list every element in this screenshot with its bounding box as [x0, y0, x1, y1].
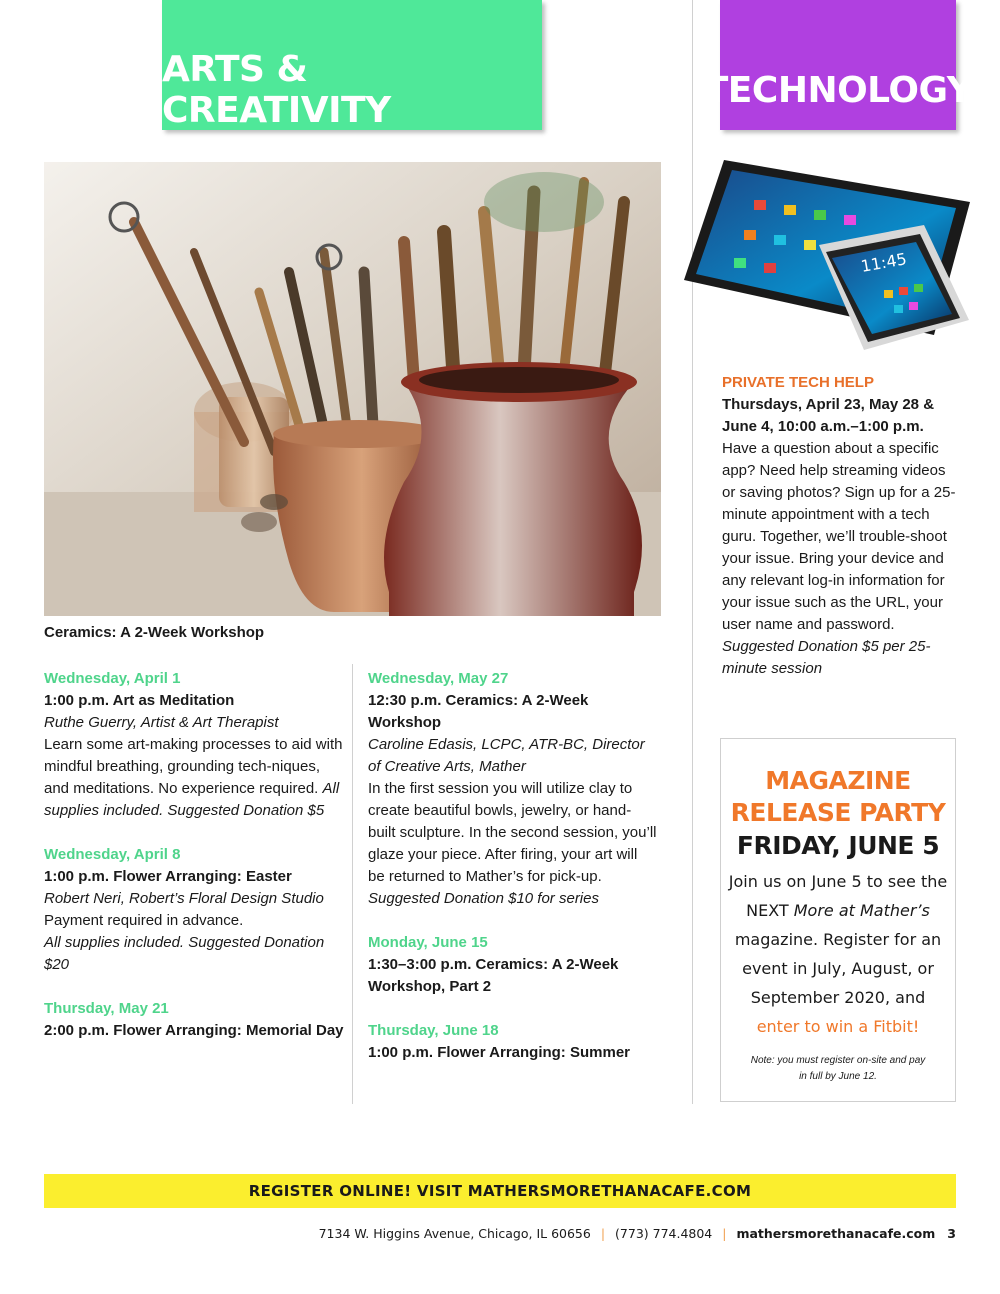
footer-separator: |	[600, 1226, 606, 1241]
event-day: Monday, June 15	[368, 934, 488, 951]
promo-heading-line1: MAGAZINE	[765, 766, 911, 795]
ceramics-tools-photo	[44, 162, 661, 616]
event-note: Suggested Donation $10 for series	[368, 890, 599, 907]
page-footer	[319, 1226, 956, 1241]
event-presenter: Robert Neri, Robert’s Floral Design Studio	[44, 890, 324, 907]
event-description: In the first session you will utilize clay to create beautiful bowls, jewelry, or hand-built sculpture. In the second session, you’ll glaze your piece. After firing, your art will be returned to Mather’s for pick-up. Suggested Donation $10 for series	[368, 780, 657, 907]
promo-date: FRIDAY, JUNE 5	[736, 831, 940, 860]
event-june-15	[368, 932, 658, 998]
event-note: All supplies included. Suggested Donation $5	[44, 780, 340, 819]
event-presenter: Ruthe Guerry, Artist & Art Therapist	[44, 714, 279, 731]
footer-website-link[interactable]: mathersmorethanacafe.com	[736, 1226, 936, 1241]
event-title: 1:00 p.m. Flower Arranging: Easter	[44, 868, 292, 885]
arts-creativity-banner	[162, 0, 542, 130]
event-title: 2:00 p.m. Flower Arranging: Memorial Day	[44, 1022, 344, 1039]
event-may-21	[44, 998, 344, 1042]
tech-help-heading: PRIVATE TECH HELP	[722, 374, 874, 391]
event-may-27	[368, 668, 658, 910]
event-day: Thursday, June 18	[368, 1022, 499, 1039]
event-description: Learn some art-making processes to aid with mindful breathing, grounding tech-niques, and meditations. No experience required. All supplies included. Suggested Donation $5	[44, 736, 343, 819]
register-online-text: REGISTER ONLINE! VISIT MATHERSMORETHANACAFE.COM	[248, 1182, 752, 1200]
tech-banner-title: TECHNOLOGY	[703, 69, 973, 111]
phone-clock-text: 11:45	[859, 249, 909, 276]
pottery-pots-image	[44, 162, 661, 616]
promo-heading-line2: RELEASE PARTY	[730, 798, 946, 827]
devices-icon	[684, 160, 970, 375]
promo-note: Note: you must register on-site and pay in full by June 12.	[750, 1055, 926, 1082]
fitbit-link-text: enter to win a Fitbit!	[756, 1017, 920, 1036]
magazine-release-promo	[720, 738, 956, 1102]
page-number: 3	[947, 1226, 956, 1241]
event-april-1	[44, 668, 344, 822]
column-divider-middle	[352, 664, 353, 1104]
register-online-bar[interactable]	[44, 1174, 956, 1208]
event-title: 1:00 p.m. Art as Meditation	[44, 692, 235, 709]
event-april-8	[44, 844, 344, 976]
photo-caption: Ceramics: A 2-Week Workshop	[44, 624, 265, 641]
event-presenter: Caroline Edasis, LCPC, ATR-BC, Director of Creative Arts, Mather	[368, 736, 645, 775]
footer-address: 7134 W. Higgins Avenue, Chicago, IL 60656	[318, 1226, 591, 1241]
event-day: Wednesday, May 27	[368, 670, 509, 687]
event-title: 1:00 p.m. Flower Arranging: Summer	[368, 1044, 630, 1061]
tech-help-description: Have a question about a specific app? Need help streaming videos or saving photos? Sign up for a 25-minute appointment with a tech guru. Together, we’ll trouble-shoot your issue. Bring your device and any relevant log-in information for your issue such as the URL, your user name and password.	[722, 440, 956, 633]
event-day: Wednesday, April 8	[44, 846, 181, 863]
event-june-18	[368, 1020, 658, 1064]
tech-help-section	[722, 372, 962, 680]
technology-banner	[703, 0, 973, 130]
event-title: 1:30–3:00 p.m. Ceramics: A 2-Week Workshop, Part 2	[368, 956, 619, 995]
arts-banner-title: ARTS & CREATIVITY	[162, 49, 391, 131]
footer-separator: |	[722, 1226, 727, 1241]
promo-body: Join us on June 5 to see the NEXT More at Mather’s magazine. Register for an event in July, August, or September 2020, and enter to win a Fitbit!	[728, 872, 948, 1036]
left-event-column	[44, 668, 344, 1064]
event-title: 12:30 p.m. Ceramics: A 2-Week Workshop	[368, 692, 589, 731]
middle-event-column	[368, 668, 658, 1086]
footer-phone: (773) 774.4804	[615, 1226, 713, 1241]
tech-help-note: Suggested Donation $5 per 25-minute session	[722, 638, 931, 677]
event-day: Thursday, May 21	[44, 1000, 169, 1017]
event-description: Payment required in advance.	[44, 912, 244, 929]
event-day: Wednesday, April 1	[44, 670, 181, 687]
magazine-name: More at Mather’s	[793, 901, 930, 920]
tablet-phone-image	[684, 160, 970, 375]
event-note: All supplies included. Suggested Donation $20	[44, 934, 325, 973]
tech-help-dates: Thursdays, April 23, May 28 & June 4, 10:00 a.m.–1:00 p.m.	[722, 396, 935, 435]
